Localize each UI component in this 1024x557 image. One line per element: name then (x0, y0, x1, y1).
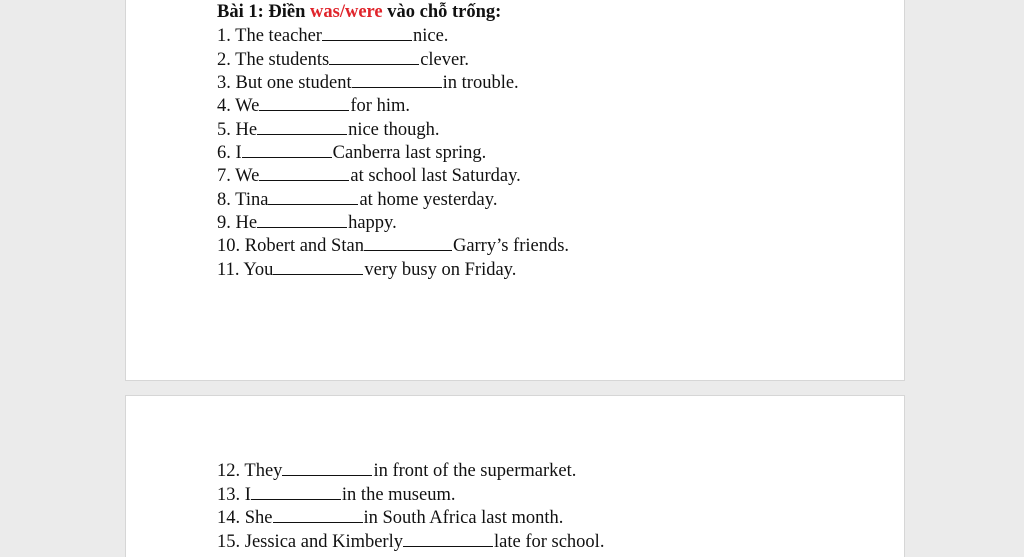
item-number: 10. (217, 236, 241, 256)
item-number: 12. (217, 461, 241, 481)
exercise-item-6 (217, 142, 486, 163)
item-text-before: You (243, 260, 274, 280)
exercise-item-13 (217, 484, 455, 505)
document-page-2 (125, 395, 905, 557)
item-text-before: He (235, 120, 258, 140)
item-text-after: nice. (412, 26, 449, 46)
item-number: 5. (217, 120, 231, 140)
answer-blank[interactable] (257, 119, 347, 135)
answer-blank[interactable] (282, 460, 372, 476)
item-text-after: late for school. (494, 532, 605, 552)
answer-blank[interactable] (259, 95, 349, 111)
exercise-title (217, 2, 501, 22)
item-text-before: We (235, 96, 260, 116)
item-number: 15. (217, 532, 241, 552)
answer-blank[interactable] (273, 259, 363, 275)
item-text-after: in South Africa last month. (363, 508, 564, 528)
exercise-item-14 (217, 507, 563, 528)
item-text-after: Garry’s friends. (452, 236, 570, 256)
answer-blank[interactable] (403, 531, 493, 547)
item-text-before: Tina (235, 190, 269, 210)
item-text-before: I (235, 143, 242, 163)
item-number: 9. (217, 213, 231, 233)
item-text-before: We (235, 166, 260, 186)
item-number: 7. (217, 166, 231, 186)
item-text-before: She (244, 508, 273, 528)
item-text-before: Jessica and Kimberly (244, 532, 403, 552)
item-text-after: nice though. (348, 120, 440, 140)
exercise-item-2 (217, 49, 469, 70)
item-text-after: in front of the supermarket. (373, 461, 577, 481)
item-text-after: at home yesterday. (359, 190, 498, 210)
item-text-after: at school last Saturday. (350, 166, 521, 186)
title-suffix: vào chỗ trống: (382, 2, 502, 22)
item-text-after: in trouble. (442, 73, 519, 93)
item-number: 14. (217, 508, 241, 528)
answer-blank[interactable] (251, 484, 341, 500)
item-number: 1. (217, 26, 231, 46)
exercise-item-5 (217, 119, 440, 140)
exercise-item-12 (217, 460, 576, 481)
item-text-before: He (235, 213, 258, 233)
item-number: 4. (217, 96, 231, 116)
item-text-before: Robert and Stan (244, 236, 364, 256)
item-text-after: for him. (350, 96, 410, 116)
item-number: 11. (217, 260, 240, 280)
exercise-item-11 (217, 259, 516, 280)
exercise-item-4 (217, 95, 410, 116)
answer-blank[interactable] (329, 49, 419, 65)
exercise-item-9 (217, 212, 397, 233)
title-prefix: Bài 1: Điền (217, 2, 311, 22)
exercise-item-3 (217, 72, 519, 93)
item-text-before: The students (235, 50, 330, 70)
item-text-before: I (244, 485, 251, 505)
item-text-before: But one student (235, 73, 352, 93)
item-text-after: happy. (348, 213, 397, 233)
item-text-before: They (244, 461, 283, 481)
item-number: 6. (217, 143, 231, 163)
answer-blank[interactable] (352, 72, 442, 88)
answer-blank[interactable] (257, 212, 347, 228)
item-text-after: Canberra last spring. (332, 143, 487, 163)
answer-blank[interactable] (273, 507, 363, 523)
exercise-item-8 (217, 189, 497, 210)
exercise-item-15 (217, 531, 604, 552)
item-number: 3. (217, 73, 231, 93)
item-number: 8. (217, 190, 231, 210)
item-text-after: very busy on Friday. (364, 260, 517, 280)
title-highlight: was/were (310, 2, 383, 22)
answer-blank[interactable] (268, 189, 358, 205)
answer-blank[interactable] (259, 165, 349, 181)
exercise-item-10 (217, 235, 569, 256)
exercise-item-1 (217, 25, 448, 46)
item-text-before: The teacher (235, 26, 322, 46)
document-page-1 (125, 0, 905, 381)
answer-blank[interactable] (242, 142, 332, 158)
item-number: 2. (217, 50, 231, 70)
item-text-after: clever. (420, 50, 469, 70)
item-number: 13. (217, 485, 241, 505)
exercise-item-7 (217, 165, 521, 186)
answer-blank[interactable] (322, 25, 412, 41)
item-text-after: in the museum. (341, 485, 456, 505)
answer-blank[interactable] (364, 235, 452, 251)
